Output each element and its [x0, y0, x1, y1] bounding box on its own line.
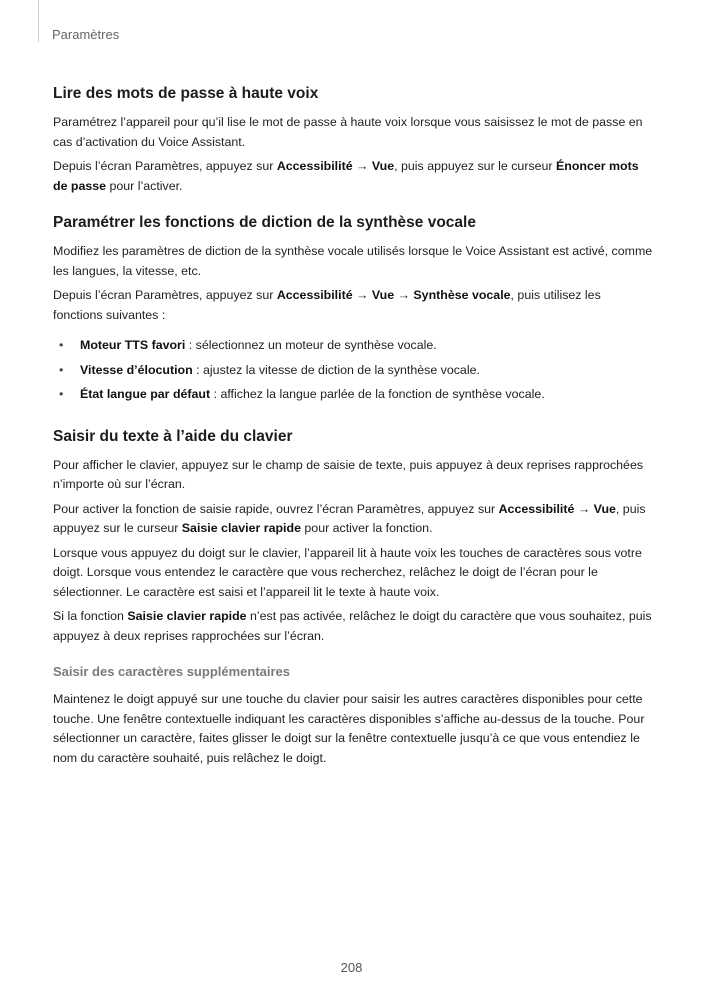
- text-run: , puis utilisez les fonctions suivantes :: [53, 288, 601, 322]
- text-run: pour l’activer.: [106, 178, 183, 193]
- section-title-keyboard-input: Saisir du texte à l’aide du clavier: [53, 427, 293, 445]
- arrow-separator: →: [352, 159, 372, 173]
- option-description: : sélectionnez un moteur de synthèse vocale.: [185, 338, 437, 352]
- text-run: Si la fonction: [53, 609, 128, 623]
- menu-path-term: Accessibilité: [276, 288, 353, 302]
- paragraph: Paramétrez l’appareil pour qu’il lise le mot de passe à haute voix lorsque vous saisissez le mot de passe en cas d’activation du Voice Assistant.: [53, 115, 643, 149]
- bullet-icon: •: [59, 387, 64, 401]
- section-title-passwords: Lire des mots de passe à haute voix: [53, 85, 319, 102]
- options-list: [53, 336, 653, 405]
- paragraph: Lorsque vous appuyez du doigt sur le clavier, l’appareil lit à haute voix les touches de caractères sous votre doigt. Lorsque vous entendez le caractère que vous recherchez, relâchez le doigt de l’écran pour le sélectionner. Le caractère est saisi et l’appareil lit le texte à haute voix.: [53, 545, 642, 599]
- arrow-separator: →: [574, 501, 594, 516]
- option-description: : affichez la langue parlée de la fonction de synthèse vocale.: [210, 387, 545, 401]
- text-run: Depuis l’écran Paramètres, appuyez sur: [53, 288, 277, 302]
- paragraph: [53, 500, 653, 539]
- page-number: 208: [340, 960, 363, 975]
- arrow-separator: →: [394, 288, 414, 302]
- paragraph: [53, 286, 653, 325]
- header-divider: [38, 0, 39, 42]
- menu-path-term: Accessibilité: [498, 501, 575, 516]
- paragraph: Pour afficher le clavier, appuyez sur le champ de saisie de texte, puis appuyez à deux reprises rapprochées n’importe où sur l’écran.: [53, 457, 644, 491]
- option-term: État langue par défaut: [80, 387, 211, 401]
- paragraph: [53, 157, 653, 196]
- page-content: [53, 84, 653, 768]
- menu-path-term: Énoncer mots de passe: [53, 159, 639, 193]
- paragraph: [53, 607, 653, 646]
- paragraph: Maintenez le doigt appuyé sur une touche du clavier pour saisir les autres caractères disponibles pour cette touche. Une fenêtre contextuelle indiquant les caractères disponibles s’affiche au-dessus de la touche. Pour sélectionner un caractère, faites glisser le doigt sur la fenêtre contextuelle jusqu’à ce que vous entendiez le nom du caractère souhaité, puis relâchez le doigt.: [53, 692, 645, 765]
- menu-path-term: Vue: [371, 159, 395, 173]
- text-run: n’est pas activée, relâchez le doigt du caractère que vous souhaitez, puis appuyez à deux reprises rapprochées sur l’écran.: [53, 609, 652, 643]
- option-term: Moteur TTS favori: [80, 338, 186, 352]
- text-run: pour activer la fonction.: [300, 521, 433, 535]
- arrow-separator: →: [352, 288, 372, 302]
- list-item: [53, 361, 653, 381]
- menu-path-term: Vue: [593, 501, 616, 516]
- text-run: Depuis l’écran Paramètres, appuyez sur: [53, 159, 277, 173]
- header-section-label: Paramètres: [52, 27, 120, 42]
- menu-path-term: Accessibilité: [276, 159, 353, 173]
- bullet-icon: •: [59, 338, 64, 352]
- bullet-icon: •: [59, 362, 64, 377]
- menu-path-term: Saisie clavier rapide: [181, 521, 301, 535]
- text-run: Pour activer la fonction de saisie rapide, ouvrez l’écran Paramètres, appuyez sur: [53, 501, 499, 516]
- text-run: , puis appuyez sur le curseur: [394, 159, 556, 173]
- menu-path-term: Vue: [371, 288, 395, 302]
- section-title-tts-diction: Paramétrer les fonctions de diction de la synthèse vocale: [53, 214, 476, 231]
- text-run: , puis appuyez sur le curseur: [53, 501, 646, 535]
- paragraph: Modifiez les paramètres de diction de la synthèse vocale utilisés lorsque le Voice Assistant est activé, comme les langues, la vitesse, etc.: [53, 244, 653, 278]
- list-item: [53, 385, 653, 405]
- option-term: Vitesse d’élocution: [80, 362, 193, 377]
- menu-path-term: Synthèse vocale: [413, 288, 511, 302]
- option-description: : ajustez la vitesse de diction de la synthèse vocale.: [192, 362, 480, 377]
- list-item: [53, 336, 653, 356]
- subsection-title-extra-characters: Saisir des caractères supplémentaires: [53, 664, 291, 679]
- menu-path-term: Saisie clavier rapide: [127, 609, 247, 623]
